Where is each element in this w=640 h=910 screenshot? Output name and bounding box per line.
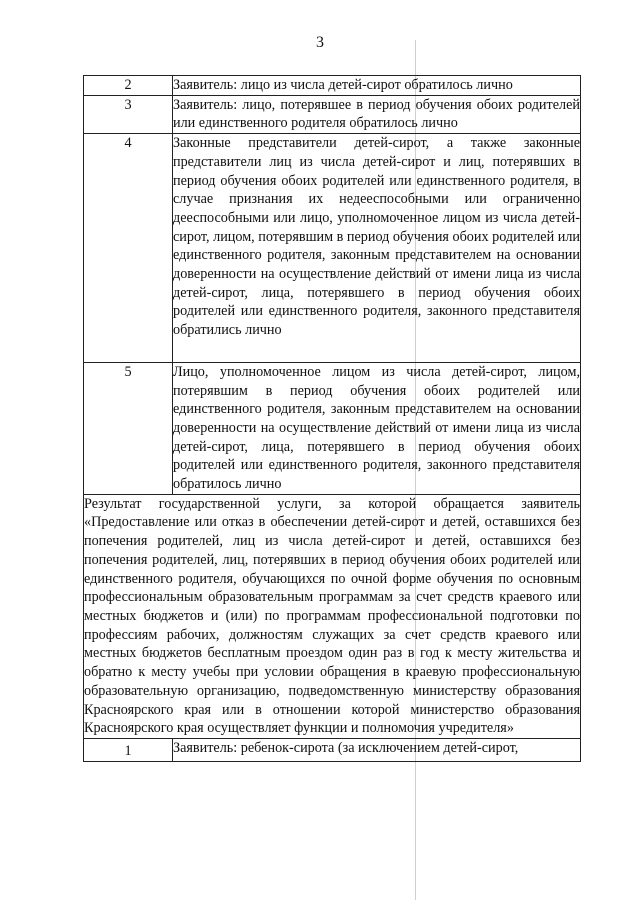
row-text: Заявитель: ребенок-сирота (за исключением детей-сирот,	[173, 738, 581, 761]
row-text: Лицо, уполномоченное лицом из числа детей-сирот, лицом, потерявшим в период обучения обоих родителей или единственного родителя, законным представителем на основании доверенности на осуществление действий от имени лица из числа детей-сирот, лица, потерявшего в период обучения обоих родителей или единственного родителя, законного представителя обратилось лично	[173, 362, 581, 494]
table-row	[84, 76, 581, 96]
applicant-table	[83, 75, 581, 762]
row-text: Заявитель: лицо из числа детей-сирот обратилось лично	[173, 76, 581, 96]
row-text: Заявитель: лицо, потерявшее в период обучения обоих родителей или единственного родителя обратилось лично	[173, 95, 581, 133]
row-number: 3	[84, 95, 173, 133]
row-number: 2	[84, 76, 173, 96]
result-text: Результат государственной услуги, за которой обращается заявитель «Предоставление или отказ в обеспечении детей-сирот и детей, оставшихся без попечения родителей, лиц из числа детей-сирот и детей, оставшихся без попечения родителей, лиц, потерявших в период обучения обоих родителей или единственного родителя, обучающихся по очной форме обучения по основным профессиональным образовательным программам за счет средств краевого или местных бюджетов и (или) по программам профессиональной подготовки по профессиям рабочих, должностям служащих за счет средств краевого или местных бюджетов бесплатным проездом один раз в год к месту жительства и обратно к месту учебы при условии обращения в краевую профессиональную образовательную организацию, подведомственную министерству образования Красноярского края или в отношении которой министерство образования Красноярского края осуществляет функции и полномочия учредителя»	[84, 494, 581, 738]
result-row	[84, 494, 581, 738]
table-row	[84, 738, 581, 761]
row-number: 4	[84, 134, 173, 363]
row-number: 5	[84, 362, 173, 494]
table-row	[84, 134, 581, 363]
table-row	[84, 362, 581, 494]
row-text: Законные представители детей-сирот, а также законные представители лиц из числа детей-сирот и лиц, потерявших в период обучения обоих родителей или единственного родителя, в случае признания их недееспособными или ограниченно дееспособными или лицо, уполномоченное лицом из числа детей-сирот, лицом, потерявшим в период обучения обоих родителей или единственного родителя, законным представителем на основании доверенности на осуществление действий от имени лица из числа детей-сирот, лица, потерявшего в период обучения обоих родителей или единственного родителя, законного представителя обратились лично	[173, 134, 581, 363]
page-number: 3	[316, 34, 324, 51]
row-number: 1	[84, 738, 173, 761]
table-row	[84, 95, 581, 133]
